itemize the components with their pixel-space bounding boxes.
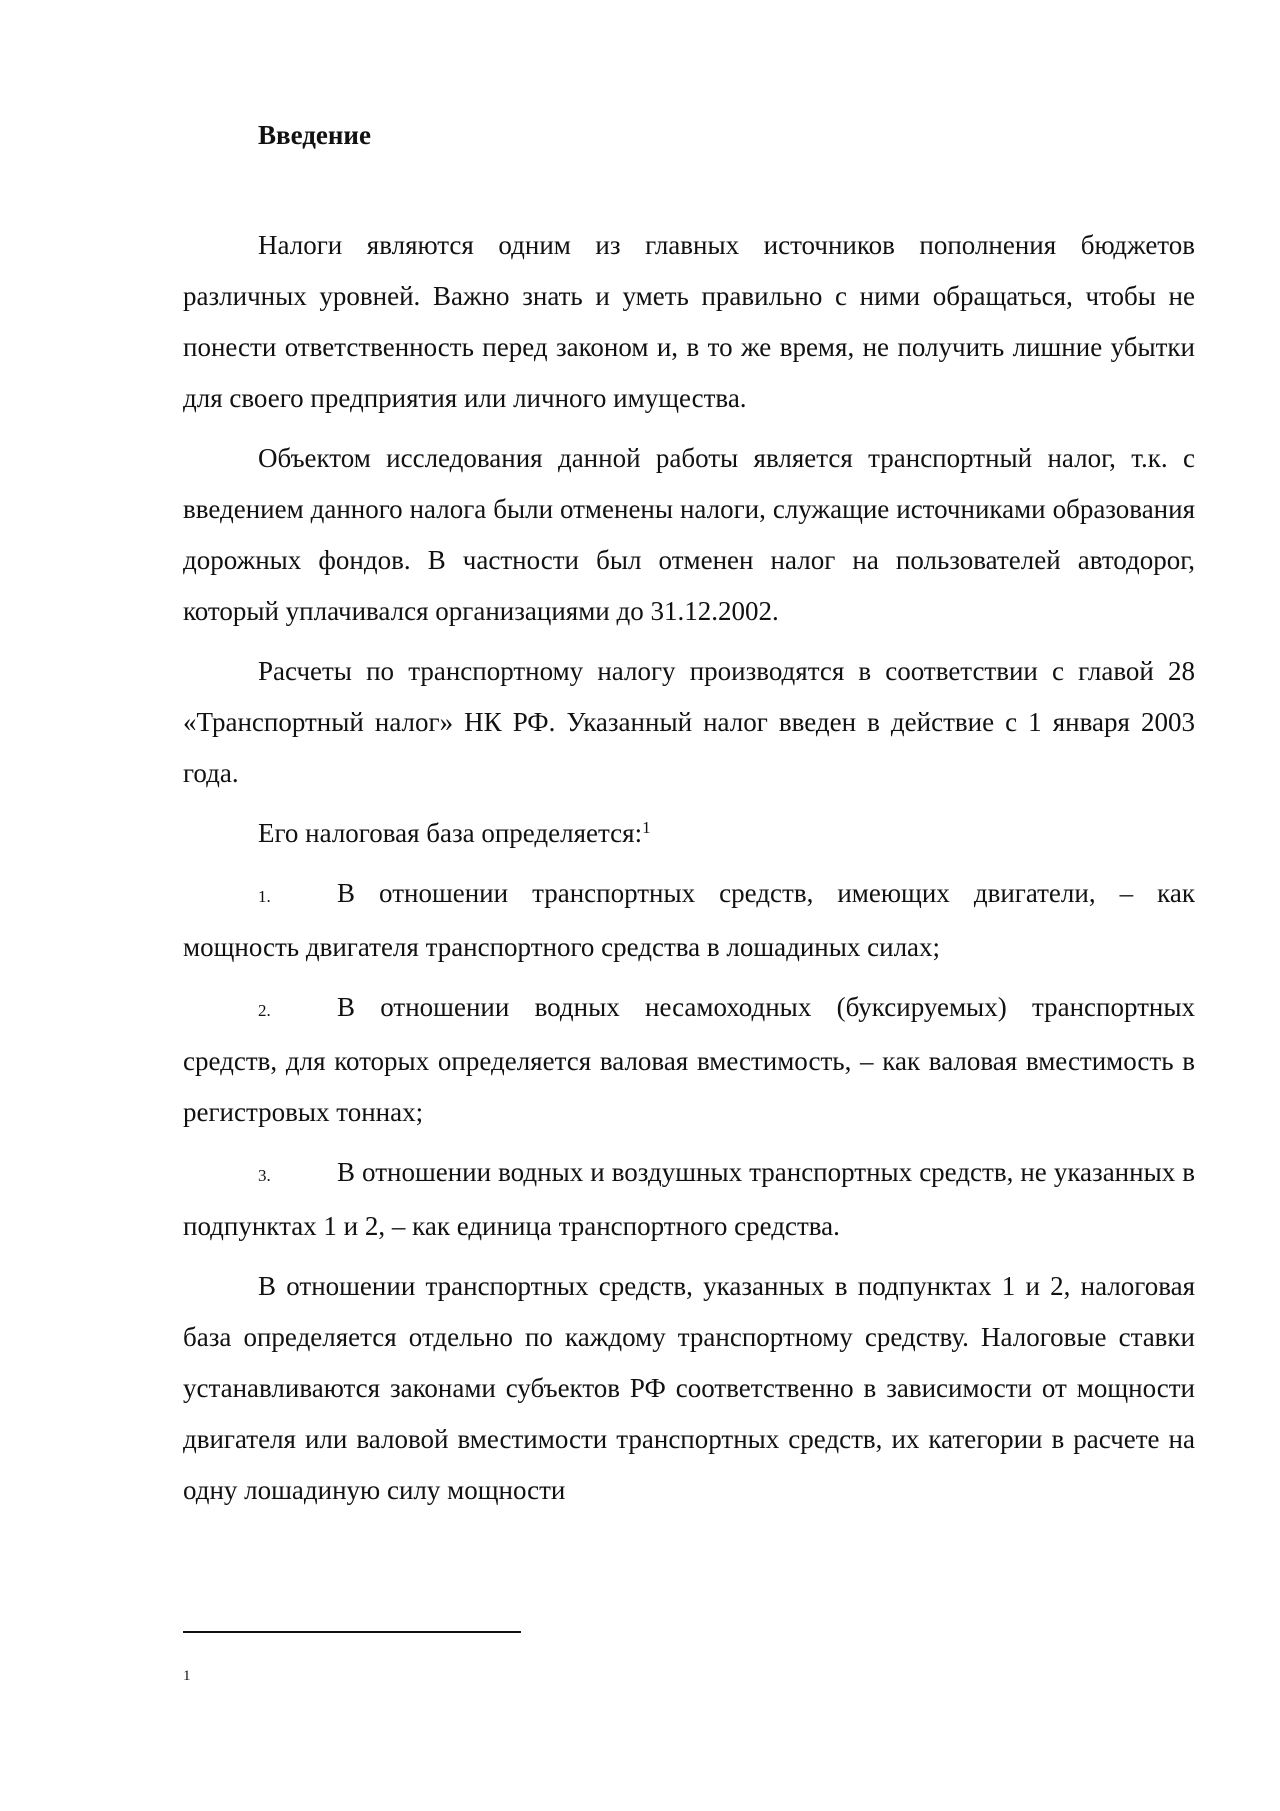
- list-item-text: В отношении транспортных средств, имеющих двигатели, – как мощность двигателя транспортного средства в лошадиных силах;: [183, 878, 1195, 962]
- paragraph-research-object: Объектом исследования данной работы является транспортный налог, т.к. с введением данного налога были отменены налоги, служащие источниками образования дорожных фондов. В частности был отменен налог на пользователей автодорог, который уплачивался организациями до 31.12.2002.: [183, 443, 1195, 626]
- list-item-number: 1.: [258, 887, 271, 906]
- footnote-marker: 1: [183, 1668, 191, 1684]
- footnote-reference[interactable]: 1: [642, 818, 651, 837]
- paragraph-tax-rates: В отношении транспортных средств, указанных в подпунктах 1 и 2, налоговая база определяется отдельно по каждому транспортному средству. Налоговые ставки устанавливаются законами субъектов РФ соответственно в зависимости от мощности двигателя или валовой вместимости транспортных средств, их категории в расчете на одну лошадиную силу мощности: [183, 1271, 1195, 1505]
- list-item-number: 2.: [258, 1001, 271, 1020]
- list-item-number: 3.: [258, 1166, 271, 1185]
- list-item: [183, 1147, 1195, 1252]
- list-item-text: В отношении водных несамоходных (буксируемых) транспортных средств, для которых определяется валовая вместимость, – как валовая вместимость в регистровых тоннах;: [183, 992, 1195, 1127]
- list-item: [183, 868, 1195, 973]
- tax-base-intro-text: Его налоговая база определяется:: [258, 818, 643, 848]
- section-heading: Введение: [258, 120, 371, 150]
- paragraph-tax-base-intro: [183, 808, 1195, 859]
- paragraph-chapter-28: Расчеты по транспортному налогу производятся в соответствии с главой 28 «Транспортный налог» НК РФ. Указанный налог введен в действие с 1 января 2003 года.: [183, 656, 1195, 788]
- paragraph-taxes-intro: Налоги являются одним из главных источников пополнения бюджетов различных уровней. Важно знать и уметь правильно с ними обращаться, чтобы не понести ответственность перед законом и, в то же время, не получить лишние убытки для своего предприятия или личного имущества.: [183, 230, 1195, 413]
- list-item-text: В отношении водных и воздушных транспортных средств, не указанных в подпунктах 1 и 2, – как единица транспортного средства.: [183, 1157, 1195, 1241]
- list-item: [183, 982, 1195, 1138]
- footnote-separator: [183, 1631, 521, 1633]
- body-text: [183, 220, 1195, 1525]
